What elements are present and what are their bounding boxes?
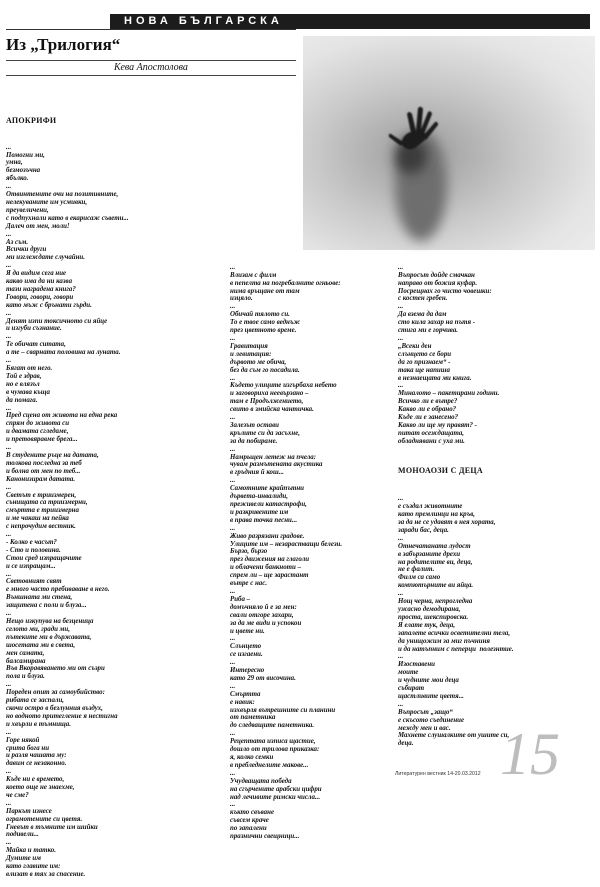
masthead-banner: НОВА БЪЛГАРСКА [110,14,590,29]
section-heading-apocrypha: АПОКРИФИ [6,115,57,125]
title-rule [6,29,296,30]
footer-publication-note: Литературен вестник 14-20.03.2012 [395,771,481,777]
poem-text-right-top: ... Въпросът дойде смачкан направо от божия куфар. Посрещнах го чисто човешки: с костен гребен. ... Да взема да дам сто кила захар на пътя - стига ми е горчива. ... „Всеки ден слънцето се бори да го признаем“ - така ще напиша в незнаещата ми книга. ... Миналото – пакетирани години. Всичко ли е вътре? Какво ли е обрано? Къде ли е занесено? Какво ли ще му правят? - питат осеждащата, обладнявани с уха ми. [398,263,500,445]
poem-text-middle: ... Влизам с филм в пепелта на погребалните огньове: нима връщане от там изцяло. ... Обичай тялото си. То е твое само веднъж през цветното време. ... Гравитация и левитация: дървото ме обича, без да съм го посадила. ... Където улиците изгърбаха небето и заговорихa неевързано – там е Продължението, свито в змийска чантичка. ... Залезът остави крълите си да засъхне, за да побираме. ... Намрьщен летеж на пчела: чувам размътената акустика в гръдния й кош... ... Самотните крайпътни дървета-инвалиди, преживели катастрофи, и разкривените им в права точка песни... ... Живо разрязани градове. Улиците им – незарастващи белези. Бързо, бързо през движения на глаголи и облачени банкноти – спрем ли – ще зарастант вътре с нас. ... Риба – домъчняло й е за мен: свали отгоре захари, за да ме види и успокои и цвете ни. ... Слънцето се изгаени. ... Интересно като 29 от височина. ... Смъртта е навик: изхвърля вътрешните си планини от паметника до следващите паметника. ... Рецептата изписа щастие, дошло от трилова приказка: я, колко семки в пребледнелите макове... ... Учудващата победа на сгърчените арабски цифри над лечивите римски числа... ... къкто свъване съвсем крачe по запалени празнични свещници... [230,263,343,841]
column-left [6,99,220,878]
column-middle [230,248,398,841]
article-title: Из „Трилогия“ [6,35,121,54]
section-heading-monologues: МОНОАОЗИ С ДЕЦА [398,466,483,476]
poem-text-right-bottom: ... е създал живoтните като премлинци на кръв, за да не се удавят в нея хората, заради бас, деца. ... Отнечатаната лудост в забързаните дрехи на родителите ви, деца, не е фалит. Филм са само компютърните ви яйца. ... Нощ черна, непрогледна ужасно демодирана, проста, шекспировска. Я елате тук, деца, запалете всички осветителни тела, да унищожим за миг пъчниня и да натъпним с пепeрци полезнтие. ... Изоставени моите и чудните мои деца събират щастливите цветя... ... Въпросът „защо“ е скъсото съединение между мен и вас. Махнете слушалките от ушите си, деца. [398,495,514,748]
page-number: 15 [500,721,560,787]
poem-text-left: ... Помогни ми, умна, безмозъчна ябълко. ... Отвинтените очи на позитивните, нелекуваните им усмивки, преувеличени, с подпухнали като в екарисаж съвети... Далеч от мен, моли! ... Аз съм. Всички други ми изглеждате случайни. ... Я да видим сега ние какво има да ни казва тази наградена книга? Говори, говори, говори като мъж с брънати гърди. ... Денят изпи токсичното си яйце и изгуби съзнание. ... Те обичат ситата, а те – сварната половина на луната. ... Бягат от него. Той е здрав, но е влязъл в чумава къща да помага. ... Пред сцена от живота на една река спрям до живота си и двамата сгледаме, и претовяравме брега... ... В студените ръце на датата, толкова последна за теб и болна от мен по теб... Канонизирам датата. ... Светът е триизмерен, сънищата са триизмерни, смъртта е триизмерна и ме чакаш на пейка с непрочудим вестник. ... - Колко е часът? - Сто и половина. Стои сред изпращачите и се изпращам... ... Световният свят е много часто пребиваване в него. Външната ми стена, защитена с поли и блуза... ... Нещо изкупува на безценица селото ми, гради ми, пътеките ми в държавата, шосетата ми в света, мен самата, балсамирана Във Вкоравяването ми от съзри пола и блуза. ... Пореден опит за самоубийство: рибата се заспали, скочи остро в безлунния въздух, но водното притегление я нестигна и хвърли в тъмнища. ... Горе някой срита бога ни и разля чашата му: давим се незаконно. ... Къде ни е времето, което още не знаехме, че сме? ... Паркът изнесе ограмотените си цветя. Гневът в тъмните им шийки подивели... ... Майка и татко. Думите им като главите им: влизат в тях за спасение. [6,143,129,878]
hand-silhouette-graphic [303,36,595,250]
author-name: Кева Апостолова [6,60,296,76]
column-right [398,248,593,768]
photo-hand-behind-frosted-glass [303,36,595,250]
